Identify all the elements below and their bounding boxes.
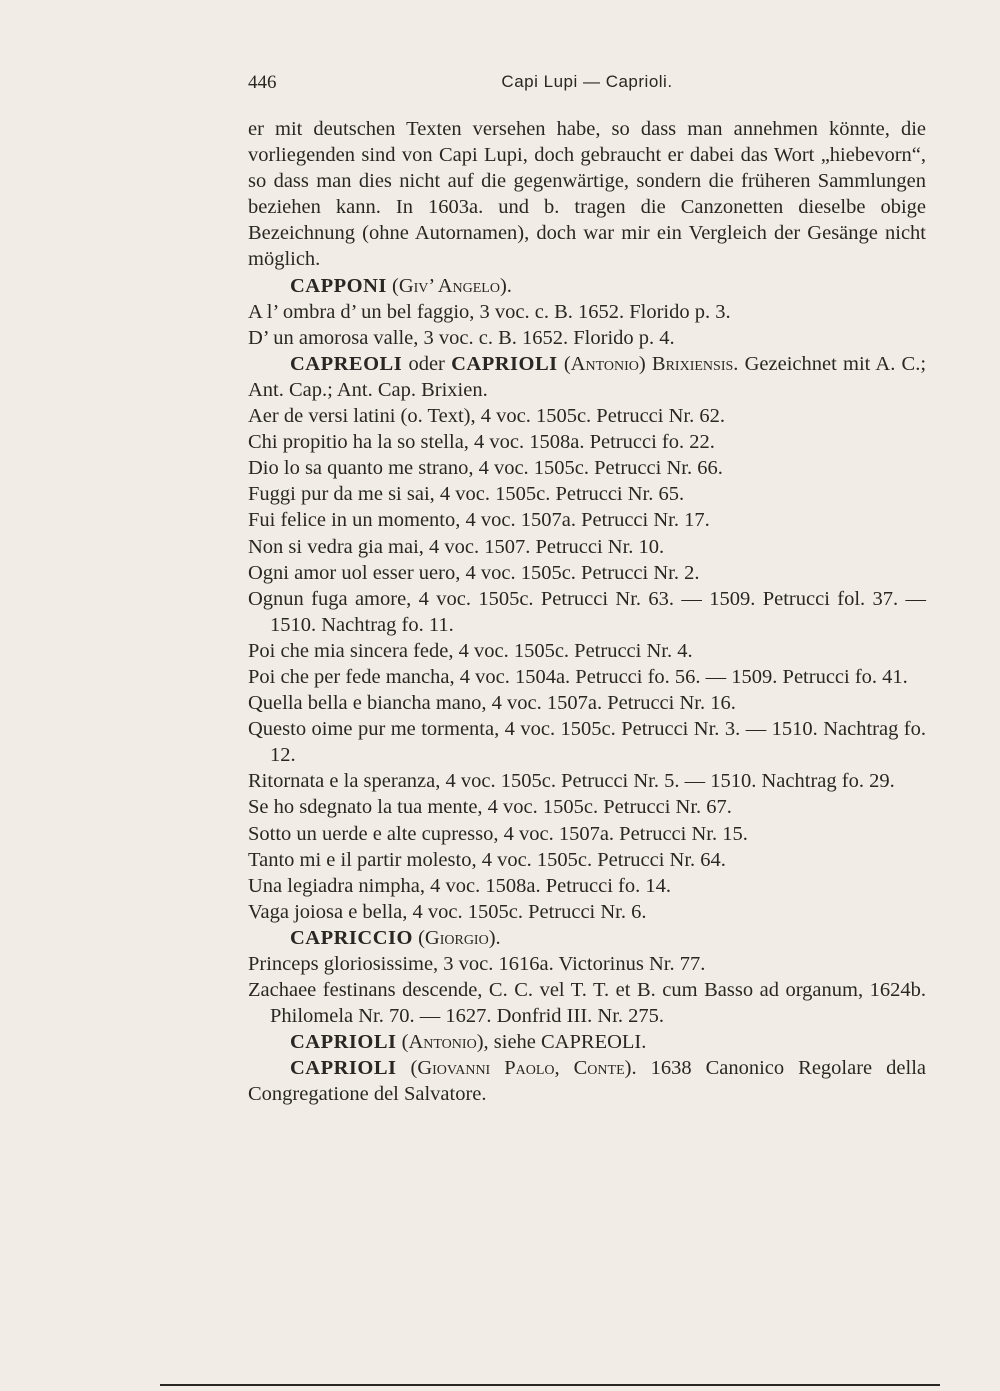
page-number: 446 [248, 72, 277, 93]
work-entry: Questo oime pur me tormenta, 4 voc. 1505c. Petrucci Nr. 3. — 1510. Nachtrag fo. 12. [248, 718, 926, 767]
work-entry: Sotto un uerde e alte cupresso, 4 voc. 1507a. Petrucci Nr. 15. [248, 822, 748, 845]
work-entry: Princeps gloriosissime, 3 voc. 1616a. Victorinus Nr. 77. [248, 953, 706, 975]
composer-name: CAPPONI [290, 274, 387, 297]
entry-heading-caprioli-ref: CAPRIOLI (Antonio), siehe CAPREOLI. [290, 1031, 647, 1054]
composer-suffix: Brixiensis [651, 352, 734, 375]
work-entry: Aer de versi latini (o. Text), 4 voc. 1505c. Petrucci Nr. 62. [248, 405, 725, 428]
work-entry: Tanto mi e il partir molesto, 4 voc. 1505c. Petrucci Nr. 64. [248, 848, 726, 871]
work-entry: Ogni amor uol esser uero, 4 voc. 1505c. Petrucci Nr. 2. [248, 561, 700, 584]
work-entry: Una legiadra nimpha, 4 voc. 1508a. Petrucci fo. 14. [248, 874, 671, 897]
composer-name: CAPRICCIO [290, 926, 413, 949]
composer-name: CAPREOLI [290, 352, 403, 375]
composer-name: CAPRIOLI [290, 1057, 397, 1080]
work-entry: Poi che per fede mancha, 4 voc. 1504a. Petrucci fo. 56. — 1509. Petrucci fo. 41. [248, 665, 908, 688]
work-entry: Quella bella e biancha mano, 4 voc. 1507a. Petrucci Nr. 16. [248, 692, 736, 715]
bottom-rule [160, 1384, 940, 1386]
work-entry: Zachaee festinans descende, C. C. vel T. T. et B. cum Basso ad organum, 1624b. Philomela Nr. 70. — 1627. Donfrid III. Nr. 275. [248, 979, 926, 1028]
intro-paragraph: er mit deutschen Texten versehen habe, so dass man annehmen könnte, die vorliegenden sind von Capi Lupi, doch gebraucht er dabei das Wort „hiebevorn“, so dass man dies nicht auf die gegenwärtige, sondern die früheren Sammlungen beziehen kann. In 1603a. und b. tragen die Canzonetten dieselbe obige Bezeichnung (ohne Autornamen), doch war mir ein Vergleich der Gesänge nicht möglich. [248, 118, 926, 271]
composer-note: . 1638 Canonico Regolare della Congregatione del Salvatore. [248, 1057, 926, 1106]
work-entry: Non si vedra gia mai, 4 voc. 1507. Petrucci Nr. 10. [248, 535, 665, 558]
entry-heading-capreoli: CAPREOLI oder CAPRIOLI (Antonio) Brixiensis. Gezeichnet mit A. C.; Ant. Cap.; Ant. Cap. Brixien. [248, 352, 927, 401]
work-entry: Poi che mia sincera fede, 4 voc. 1505c. Petrucci Nr. 4. [248, 639, 693, 662]
work-entry: Ritornata e la speranza, 4 voc. 1505c. Petrucci Nr. 5. — 1510. Nachtrag fo. 29. [248, 770, 895, 793]
composer-given-name: Antonio [570, 352, 639, 375]
composer-name: CAPRIOLI [290, 1031, 397, 1054]
running-title: Capi Lupi — Caprioli. [501, 72, 673, 91]
work-entry: Se ho sdegnato la tua mente, 4 voc. 1505c. Petrucci Nr. 67. [248, 796, 732, 819]
work-entry: Fuggi pur da me si sai, 4 voc. 1505c. Petrucci Nr. 65. [248, 483, 685, 506]
cross-reference: , siehe CAPREOLI. [483, 1031, 647, 1054]
composer-given-name: Giovanni Paolo, Conte [417, 1057, 625, 1080]
entry-heading-caprioli-gp: CAPRIOLI (Giovanni Paolo, Conte). 1638 Canonico Regolare della Congregatione del Salvatore. [248, 1057, 926, 1106]
entry-heading-capponi: CAPPONI (Giv’ Angelo). [290, 274, 512, 297]
work-entry: Vaga joiosa e bella, 4 voc. 1505c. Petrucci Nr. 6. [248, 900, 647, 923]
page-header [248, 72, 926, 98]
entry-heading-capriccio: CAPRICCIO (Giorgio). [290, 926, 501, 949]
or-text: oder [408, 352, 445, 375]
composer-given-name: Giv’ Angelo [398, 274, 500, 297]
composer-given-name: Antonio [408, 1031, 477, 1054]
work-entry: Ognun fuga amore, 4 voc. 1505c. Petrucci Nr. 63. — 1509. Petrucci fol. 37. — 1510. Nachtrag fo. 11. [248, 587, 926, 636]
work-entry: Chi propitio ha la so stella, 4 voc. 1508a. Petrucci fo. 22. [248, 431, 715, 454]
composer-alt-name: CAPRIOLI [451, 352, 558, 375]
work-entry: D’ un amorosa valle, 3 voc. c. B. 1652. Florido p. 4. [248, 326, 675, 349]
work-entry: Dio lo sa quanto me strano, 4 voc. 1505c. Petrucci Nr. 66. [248, 457, 723, 480]
work-entry: Fui felice in un momento, 4 voc. 1507a. Petrucci Nr. 17. [248, 509, 710, 532]
page-body [248, 116, 926, 1108]
work-entry: A l’ ombra d’ un bel faggio, 3 voc. c. B. 1652. Florido p. 3. [248, 300, 731, 323]
composer-note: Gezeichnet mit A. C.; Ant. Cap.; Ant. Cap. Brixien. [248, 352, 927, 401]
composer-given-name: Giorgio [424, 926, 489, 949]
